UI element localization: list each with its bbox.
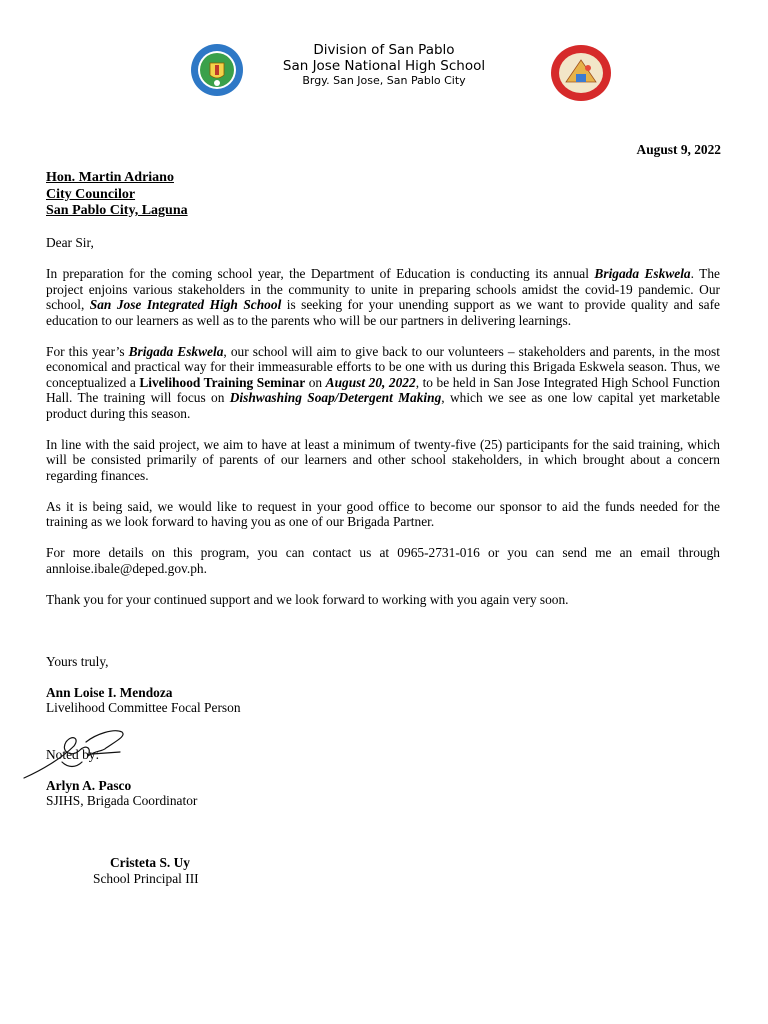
recipient-name: Hon. Martin Adriano [46,170,174,185]
paragraph-3: In line with the said project, we aim to have at least a minimum of twenty-five (25) participants for the said training, which will be consisted primarily of parents of our learners and other school stakeholders, in which brought about a concern regarding finances. [46,436,720,483]
school-address: Brgy. San Jose, San Pablo City [302,74,466,87]
school-name: San Jose National High School [282,58,486,74]
letter-date: August 9, 2022 [636,142,721,157]
recipient-location: San Pablo City, Laguna [46,203,188,218]
paragraph-4: As it is being said, we would like to request in your good office to become our sponsor to aid the funds needed for the training as we look forward to having you as one of our Brigada Partner. [46,498,720,529]
paragraph-1: In preparation for the coming school year, the Department of Education is conducting its annual Brigada Eskwela. The project enjoins various stakeholders in the community to unite in preparing schools amidst the covid-19 pandemic. Our school, San Jose Integrated High School is seeking for your unending support as we want to provide quality and safe education to our learners as well as to the parents who will be our partners in delivering learnings. [46,266,721,328]
salutation: Dear Sir, [46,235,94,250]
paragraph-5: For more details on this program, you can contact us at 0965-2731-016 or you can send me an email through annloise.ibale@deped.gov.ph. [46,545,720,576]
division-name: Division of San Pablo [313,42,455,58]
noted-by-label: Noted by: [46,746,100,762]
coordinator-name: Arlyn A. Pasco [46,777,132,793]
sender-name: Ann Loise I. Mendoza [46,684,173,700]
principal-position: School Principal III [93,870,199,886]
principal-name: Cristeta S. Uy [110,855,190,870]
coordinator-position: SJIHS, Brigada Coordinator [46,793,198,808]
paragraph-2: For this year’s Brigada Eskwela, our school will aim to give back to our volunteers – stakeholders and parents, in the most economical and practical way for their immeasurable efforts to be one with us during this Brigada Eskwela season. Thus, we conceptualized a Livelihood Training Seminar on August 20, 2022, to be held in San Jose Integrated High School Function Hall. The training will focus on Dishwashing Soap/Detergent Making, which we see as one low capital yet marketable product during this season. [46,343,721,421]
sender-position: Livelihood Committee Focal Person [46,700,241,715]
paragraph-6: Thank you for your continued support and we look forward to working with you again very soon. [46,591,569,607]
brigada-seal-logo [550,44,612,102]
recipient-title: City Councilor [46,186,136,202]
closing: Yours truly, [46,653,109,669]
letter-body [46,170,720,886]
handwritten-signature [22,728,130,782]
letterhead [0,42,768,88]
